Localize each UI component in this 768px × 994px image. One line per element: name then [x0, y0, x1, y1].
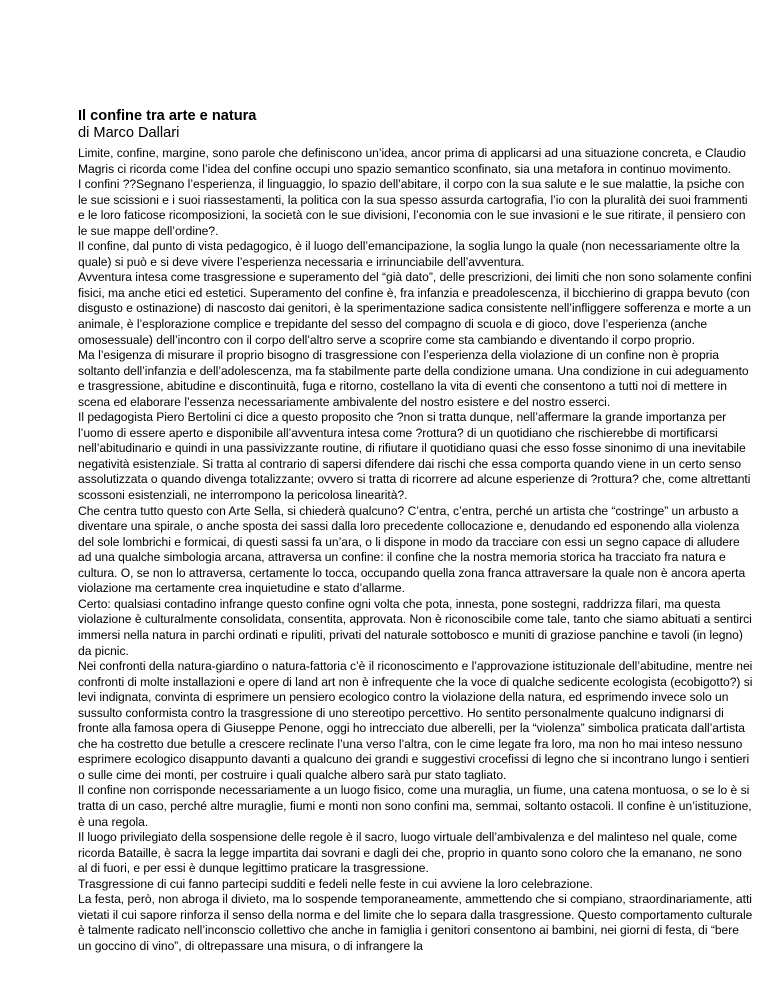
document-author: di Marco Dallari: [78, 125, 180, 141]
paragraph: La festa, però, non abroga il divieto, ma lo sospende temporaneamente, ammettendo che si compiano, straordinariamente, atti vietati il cui sapore rinforza il senso della norma e del limite che lo separa dalla trasgressione. Questo comportamento culturale è talmente radicato nell’inconscio collettivo che anche in famiglia i genitori consentono ai bambini, nei giorni di festa, di “bere un goccino di vino”, di oltrepassare una misura, o di infrangere la: [78, 892, 753, 953]
paragraph: Ma l’esigenza di misurare il proprio bisogno di trasgressione con l’esperienza della violazione di un confine non è propria soltanto dell’infanzia e dell’adolescenza, ma fa stabilmente parte della condizione umana. Una condizione in cui adeguamento e trasgressione, abitudine e discontinuità, fuga e ritorno, costellano la vita di eventi che consentono a tutti noi di mettere in scena ed elaborare l’essenza necessariamente ambivalente del nostro esistere e del nostro esserci.: [78, 348, 749, 409]
document-body: [78, 146, 754, 954]
paragraph: Che centra tutto questo con Arte Sella, si chiederà qualcuno? C’entra, c’entra, perché un artista che “costringe” un arbusto a diventare una spirale, o anche sposta dei sassi dalla loro precedente collocazione e, denudando ed esponendo alla violenza del sole lombrichi e formicai, di questi sassi fa un’ara, o li dispone in modo da tracciare con essi un segno capace di alludere ad una qualche simbologia arcana, attraversa un confine: il confine che la nostra memoria storica ha tracciato fra natura e cultura. O, se non lo attraversa, certamente lo tocca, occupando quella zona franca attraversare la quale non è ancora aperta violazione ma certamente crea inquietudine e stato d’allarme.: [78, 503, 746, 596]
paragraph: Il pedagogista Piero Bertolini ci dice a questo proposito che ?non si tratta dunque, nell’affermare la grande importanza per l’uomo di essere aperto e disponibile all’avventura intesa come ?rottura? di un quotidiano che rischierebbe di mortificarsi nell’abitudinario e quindi in una passivizzante routine, di rifiutare il quotidiano quasi che esso fosse sinonimo di una inevitabile negatività esistenziale. Si tratta al contrario di sapersi difendere dai rischi che essa comporta quando viene in un certo senso assolutizzata o quando divenga totalizzante; ovvero si tratta di ricorrere ad alcune esperienze di ?rottura? che, come altrettanti scossoni esistenziali, ne interrompono la pericolosa linearità?.: [78, 410, 751, 503]
document-title: Il confine tra arte e natura: [78, 108, 257, 124]
document-page: [78, 108, 754, 954]
paragraph: Il confine non corrisponde necessariamente a un luogo fisico, come una muraglia, un fiume, una catena montuosa, o se lo è si tratta di un caso, perché altre muraglie, fiumi e monti non sono confini ma, semmai, soltanto ostacoli. Il confine è un’istituzione, è una regola.: [78, 783, 752, 829]
paragraph: Il confine, dal punto di vista pedagogico, è il luogo dell’emancipazione, la soglia lungo la quale (non necessariamente oltre la quale) si può e si deve vivere l’esperienza necessaria e irrinunciabile dell’avventura.: [78, 239, 740, 269]
paragraph: I confini ??Segnano l’esperienza, il linguaggio, lo spazio dell’abitare, il corpo con la sua salute e le sue malattie, la psiche con le sue scissioni e i suoi riassestamenti, la politica con la sua spesso assurda cartografia, l’io con la pluralità dei suoi frammenti e le loro faticose ricomposizioni, la società con le sue divisioni, l’economia con le sue invasioni e le sue ritirate, il pensiero con le sue mappe dell’ordine?.: [78, 177, 748, 238]
paragraph: Nei confronti della natura-giardino o natura-fattoria c’è il riconoscimento e l’approvazione istituzionale dell’abitudine, mentre nei confronti di molte installazioni e opere di land art non è infrequente che la voce di qualche sedicente ecologista (ecobigotto?) si levi indignata, convinta di esprimere un pensiero ecologico contro la violazione della natura, ed esprimendo invece solo un sussulto conformista contro la trasgressione di uno stereotipo percettivo. Ho sentito personalmente qualcuno indignarsi di fronte alla famosa opera di Giuseppe Penone, oggi ho intrecciato due alberelli, per la “violenza” simbolica praticata dall’artista che ha costretto due betulle a crescere reclinate l’una verso l’altra, con le cime legate fra loro, ma non ho mai inteso nessuno esprimere ecologico disappunto davanti a qualcuno dei grandi e suggestivi crocefissi di legno che si incontrano lungo i sentieri o sulle cime dei monti, per costruire i quali qualche albero sarà pur stato tagliato.: [78, 659, 753, 782]
paragraph: Limite, confine, margine, sono parole che definiscono un’idea, ancor prima di applicarsi ad una situazione concreta, e Claudio Magris ci ricorda come l’idea del confine occupi uno spazio semantico sconfinato, sia una metafora in continuo movimento.: [78, 146, 746, 176]
paragraph: Avventura intesa come trasgressione e superamento del “già dato”, delle prescrizioni, dei limiti che non sono solamente confini fisici, ma anche etici ed estetici. Superamento del confine è, fra infanzia e preadolescenza, il bicchierino di grappa bevuto (con disgusto e ostinazione) di nascosto dai genitori, è la sperimentazione sadica consistente nell’infliggere sofferenza e morte a un animale, è l’esplorazione complice e trepidante del sesso del compagno di scuola e di gioco, dove l’esperienza (anche omosessuale) dell’incontro con il corpo dell’altro serve a scoprire come sta cambiando e diventando il corpo proprio.: [78, 270, 752, 347]
paragraph: Il luogo privilegiato della sospensione delle regole è il sacro, luogo virtuale dell’ambivalenza e del malinteso nel quale, come ricorda Bataille, è sacra la legge impartita dai sovrani e dagli dei che, proprio in quanto sono coloro che la emanano, ne sono al di fuori, e per essi è dunque legittimo praticare la trasgressione.: [78, 830, 742, 876]
paragraph: Trasgressione di cui fanno partecipi sudditi e fedeli nelle feste in cui avviene la loro celebrazione.: [78, 876, 593, 891]
paragraph: Certo: qualsiasi contadino infrange questo confine ogni volta che pota, innesta, pone sostegni, raddrizza filari, ma questa violazione è culturalmente consolidata, consentita, approvata. Non è riconoscibile come tale, tanto che siamo abituati a sentirci immersi nella natura in parchi ordinati e ripuliti, privati del naturale sottobosco e muniti di graziose panchine e tavoli (in legno) da picnic.: [78, 596, 752, 658]
